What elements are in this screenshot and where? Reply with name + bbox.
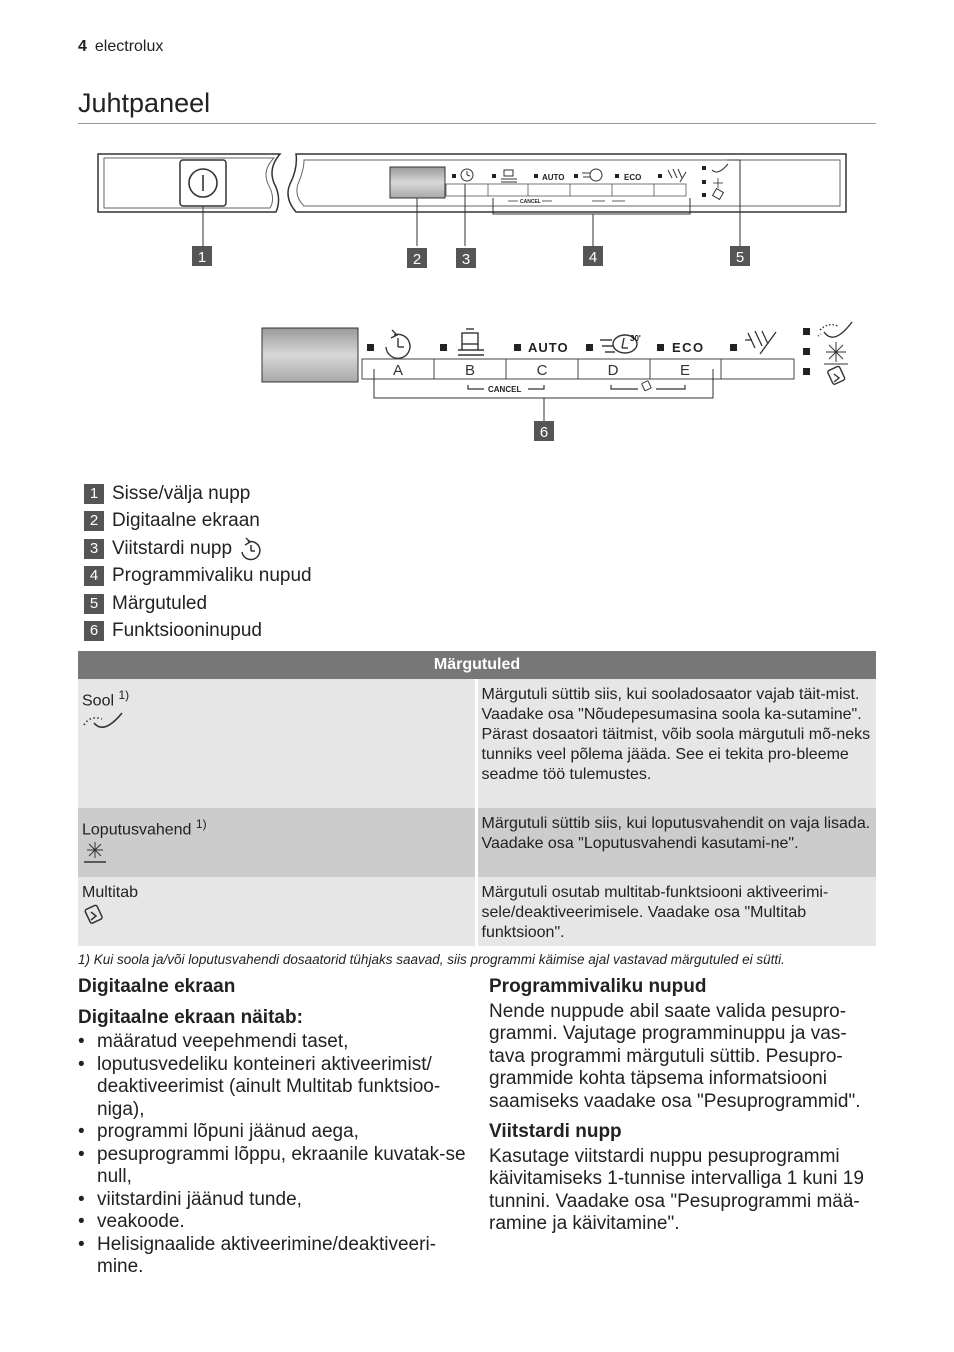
button-d-label: D xyxy=(607,362,619,379)
panel-left-segment xyxy=(98,154,280,246)
display-info-list xyxy=(78,1031,473,1279)
panel-right-segment xyxy=(288,154,846,246)
table-header: Märgutuled xyxy=(78,651,876,679)
legend-label: Programmivaliku nupud xyxy=(112,565,312,587)
list-item: • määratud veepehmendi taset, xyxy=(78,1031,473,1054)
legend-number: 3 xyxy=(84,539,104,559)
list-item: • Helisignaalide aktiveerimine/deaktiveeri-mine. xyxy=(78,1234,473,1279)
pot-icon-large xyxy=(458,329,484,355)
list-item: • pesuprogrammi lõppu, ekraanile kuvatak-se null, xyxy=(78,1144,473,1189)
legend-number: 5 xyxy=(84,594,104,614)
legend-label: Funktsiooninupud xyxy=(112,620,262,642)
row-description: Märgutuli süttib siis, kui loputusvahendit on vaja lisada. Vaadake osa "Loputusvahendi kasutami-ne". xyxy=(481,815,871,852)
callout-6: 6 xyxy=(539,424,549,441)
delay-start-icon-large xyxy=(386,330,410,358)
callout-1: 1 xyxy=(197,249,207,266)
section-text: Kasutage viitstardi nuppu pesuprogrammi käivitamiseks 1-tunnise intervalliga 1 kuni 19 tunnini. Vaadake osa "Pesuprogrammi mää-ramine ja käivitamine". xyxy=(489,1145,864,1234)
legend-number: 6 xyxy=(84,621,104,641)
row-name: Sool xyxy=(82,692,115,710)
section-heading: Programmivaliku nupud xyxy=(489,976,707,997)
legend-item xyxy=(84,590,312,618)
row-description: Märgutuli süttib siis, kui sooladosaator vajab täit-mist. Vaadake osa "Nõudepesumasina soola ka-sutamine". xyxy=(481,686,862,723)
button-c-label: C xyxy=(536,362,548,379)
footnote-ref: 1) xyxy=(195,817,207,831)
callout-3: 3 xyxy=(461,251,471,268)
list-item: • programmi lõpuni jäänud aega, xyxy=(78,1121,473,1144)
legend-label: Digitaalne ekraan xyxy=(112,510,260,532)
legend-item xyxy=(84,508,312,536)
multitab-icon xyxy=(827,366,845,385)
button-b-label: B xyxy=(464,362,476,379)
brand-name: electrolux xyxy=(94,38,164,55)
program-buttons-section xyxy=(489,976,881,1236)
panel-drawing xyxy=(0,0,954,470)
cancel-label: CANCEL xyxy=(488,385,522,394)
legend-item xyxy=(84,563,312,591)
panel-detail xyxy=(262,322,852,421)
section-text: Nende nuppude abil saate valida pesupro-grammi. Vajutage programminuppu ja vas-tava programmi märgutuli süttib. Pesupro-grammide kohta täpsema informatsiooni saamiseks vaadake osa "Pesuprogrammid". xyxy=(489,1000,861,1112)
table-row xyxy=(78,877,876,946)
legend-label: Märgutuled xyxy=(112,592,208,614)
page-number: 4 xyxy=(78,38,87,55)
warning-lights-table xyxy=(78,651,876,946)
auto-label-small: AUTO xyxy=(542,173,565,182)
page-title: Juhtpaneel xyxy=(78,88,211,118)
list-item: • viitstardini jäänud tunde, xyxy=(78,1189,473,1212)
eco-label: ECO xyxy=(672,340,705,355)
table-footnote: 1) Kui soola ja/või loputusvahendi dosaatorid tühjaks saavad, siis programmi käimise ajal vastavad märgutuled ei sütti. xyxy=(78,952,785,967)
digital-display-small xyxy=(390,167,445,198)
section-heading: Viitstardi nupp xyxy=(489,1121,622,1142)
rinse-aid-icon xyxy=(82,840,110,866)
list-item: • veakoode. xyxy=(78,1211,473,1234)
row-name: Loputusvahend xyxy=(82,821,192,839)
legend-number: 1 xyxy=(84,484,104,504)
thirty-label: 30' xyxy=(630,334,641,343)
legend-item xyxy=(84,480,312,508)
rinse-icon-large xyxy=(745,331,776,354)
row-description: Märgutuli osutab multitab-funktsiooni aktiveerimi-sele/deaktiveerimisele. Vaadake osa "Multitab funktsioon". xyxy=(481,884,829,941)
salt-icon xyxy=(82,711,130,737)
callout-5: 5 xyxy=(735,249,745,266)
row-description-extra: Pärast dosaatori täitmist, võib soola märgutuli mõ-neks tunniks veel põlema jääda. See ei tekita pro-bleeme seadme töö tulemustes. xyxy=(481,726,871,783)
button-e-label: E xyxy=(679,362,691,379)
cancel-label-small: CANCEL xyxy=(520,199,541,205)
auto-label: AUTO xyxy=(528,340,569,355)
button-a-label: A xyxy=(392,362,404,379)
footnote-ref: 1) xyxy=(118,688,130,702)
rinse-aid-icon xyxy=(824,342,848,364)
row-name: Multitab xyxy=(82,884,139,901)
delay-start-icon xyxy=(237,537,263,561)
list-item: • loputusvedeliku konteineri aktiveerimist/ deaktiveerimist (ainult Multitab funktsioo-niga), xyxy=(78,1054,473,1122)
digital-display xyxy=(262,328,358,382)
callout-4: 4 xyxy=(588,249,598,266)
salt-icon xyxy=(818,322,852,337)
callout-2: 2 xyxy=(412,251,422,268)
table-row xyxy=(78,679,876,808)
panel-legend xyxy=(84,480,312,645)
legend-item xyxy=(84,535,312,563)
control-panel-diagram xyxy=(0,0,954,470)
multitab-icon-combo xyxy=(642,381,652,391)
legend-label: Sisse/välja nupp xyxy=(112,482,251,504)
legend-item xyxy=(84,618,312,646)
multitab-icon xyxy=(82,903,106,927)
legend-label: Viitstardi nupp xyxy=(112,537,233,559)
digital-display-section xyxy=(78,976,473,1279)
eco-label-small: ECO xyxy=(624,173,642,182)
section-heading: Digitaalne ekraan xyxy=(78,976,236,997)
legend-number: 2 xyxy=(84,511,104,531)
table-row xyxy=(78,808,876,877)
legend-number: 4 xyxy=(84,566,104,586)
section-subheading: Digitaalne ekraan näitab: xyxy=(78,1006,303,1028)
